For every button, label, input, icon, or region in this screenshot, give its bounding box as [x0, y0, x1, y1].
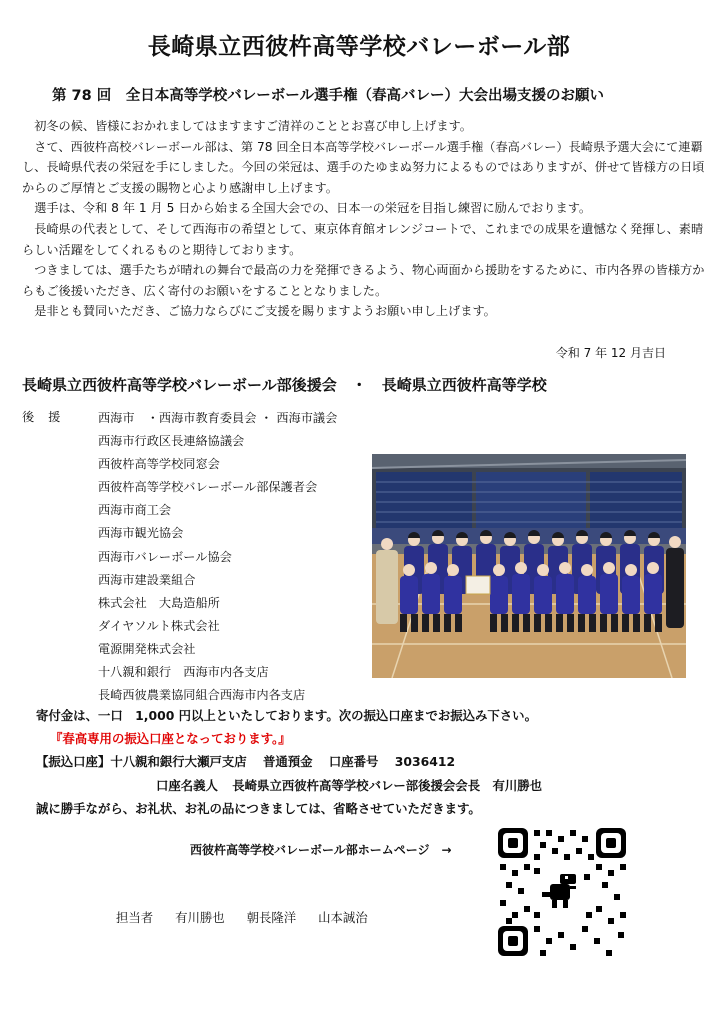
paragraph: 初冬の候、皆様におかれましてはますますご清祥のこととお喜び申し上げます。 [34, 119, 472, 133]
supporters-label: 後援 [22, 410, 75, 424]
account-number-label: 口座番号 [328, 754, 379, 769]
paragraph: 選手は、令和 8 年 1 月 5 日から始まる全国大会での、日本一の栄冠を目指し練習に励んでおります。 [34, 201, 592, 216]
contact-name: 朝長隆洋 [246, 910, 297, 925]
letter-body [22, 116, 712, 322]
page-title: 長崎県立西彼杵高等学校バレーボール部 [147, 34, 571, 60]
contact-name: 山本誠治 [318, 910, 368, 925]
homepage-label: 西彼杵高等学校バレーボール部ホームページ → [190, 843, 452, 857]
supporter-item: 西海市行政区長連絡協議会 [98, 434, 245, 449]
letter-date: 令和 7 年 12 月吉日 [555, 346, 666, 360]
paragraph: 長崎県の代表として、そして西海市の希望として、東京体育館オレンジコートで、これまでの成果を遺憾なく発揮し、素晴らしい活躍をしてくれるものと期待しております。 [22, 221, 704, 257]
organizers-heading: 長崎県立西彼杵高等学校バレーボール部後援会 ・ 長崎県立西彼杵高等学校 [22, 376, 547, 394]
account-bank: 【振込口座】十八親和銀行大瀬戸支店 [36, 754, 247, 769]
contact-name: 有川勝也 [175, 910, 225, 925]
account-number: 3036412 [394, 754, 456, 769]
supporter-item: 西海市建設業組合 [98, 572, 196, 587]
supporter-item: 西海市観光協会 [98, 526, 184, 541]
supporter-item: 西海市 ・西海市教育委員会 ・ 西海市議会 [98, 411, 338, 425]
account-notice: 『春高専用の振込口座となっております。』 [50, 731, 291, 746]
supporter-item: 株式会社 大島造船所 [98, 595, 220, 610]
donation-info: 寄付金は、一口 1,000 円以上といたしております。次の振込口座までお振込み下さい。 [36, 708, 537, 723]
supporter-item: 電源開発株式会社 [98, 641, 196, 656]
contacts-label: 担当者 [116, 910, 154, 925]
supporters-list [98, 408, 398, 708]
account-holder [156, 776, 552, 794]
team-photo [372, 454, 686, 678]
supporter-item: 西海市商工会 [98, 503, 172, 518]
contacts [116, 908, 386, 926]
holder-name: 長崎県立西彼杵高等学校バレー部後援会会長 有川勝也 [232, 778, 543, 793]
holder-label: 口座名義人 [156, 778, 218, 793]
account-type: 普通預金 [262, 754, 313, 769]
supporter-item: 西彼杵高等学校バレーボール部保護者会 [98, 480, 318, 495]
apology-note: 誠に勝手ながら、お礼状、お礼の品につきましては、省略させていただきます。 [36, 801, 481, 816]
supporter-item: 西海市バレーボール協会 [98, 549, 232, 564]
document-subtitle: 第 78 回 全日本高等学校バレーボール選手権（春高バレー）大会出場支援のお願い [52, 88, 604, 104]
supporter-item: 西彼杵高等学校同窓会 [98, 457, 220, 472]
bank-account [36, 752, 467, 770]
paragraph: さて、西彼杵高校バレーボール部は、第 78 回全日本高等学校バレーボール選手権（春高バレー）長崎県予選大会にて連覇し、長崎県代表の栄冠を手にしました。今回の栄冠は、選手のたゆまぬ努力によるものではありますが、併せて皆様方の日頃からのご厚情とご支援の賜物と心より感謝申し上げます。 [22, 139, 705, 195]
homepage-qr-code[interactable] [498, 828, 626, 956]
paragraph: つきましては、選手たちが晴れの舞台で最高の力を発揮できるよう、物心両面から援助をするために、市内各界の皆様方からもご後援いただき、広く寄付のお願いをすることとなりました。 [22, 263, 705, 298]
supporter-item: 十八親和銀行 西海市内各支店 [98, 665, 269, 680]
supporter-item: ダイヤソルト株式会社 [98, 618, 220, 633]
paragraph: 是非とも賛同いただき、ご協力ならびにご支援を賜りますようお願い申し上げます。 [34, 304, 496, 319]
supporter-item: 長崎西彼農業協同組合西海市内各支店 [98, 688, 306, 703]
